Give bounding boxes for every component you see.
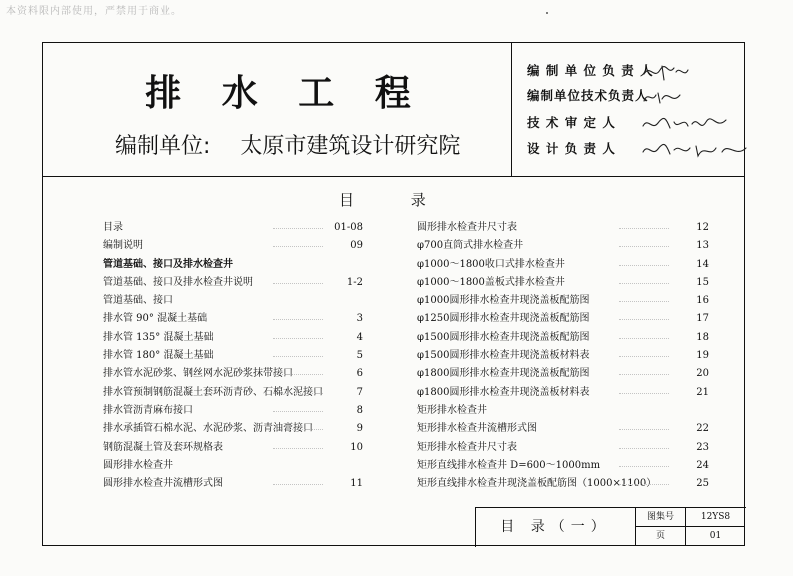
toc-entry — [417, 420, 709, 438]
toc-entry-title: 目录 — [103, 222, 123, 233]
toc-entry-title: φ1800圆形排水检查井现浇盖板材料表 — [417, 386, 590, 398]
toc-entry — [417, 384, 709, 402]
toc-entry-page: 6 — [356, 368, 363, 380]
toc-entry — [417, 347, 709, 365]
leader-dots — [273, 374, 323, 375]
toc-entry-page: 17 — [696, 313, 709, 325]
toc-entry-page: 9 — [356, 423, 363, 435]
toc-entry-page: 18 — [696, 331, 709, 343]
signature-1 — [640, 62, 690, 82]
toc-entry — [103, 292, 363, 310]
toc-entry-page: 11 — [350, 478, 363, 490]
toc-entry — [417, 292, 709, 310]
toc-entry — [103, 237, 363, 255]
toc-entry — [417, 457, 709, 475]
toc-entry-title: φ1250圆形排水检查井现浇盖板配筋图 — [417, 313, 590, 325]
watermark-text: 本资料限内部使用，严禁用于商业。 — [6, 6, 182, 17]
toc-entry — [103, 347, 363, 365]
toc-entry — [417, 256, 709, 274]
toc-entry-title: φ700直筒式排水检查井 — [417, 240, 524, 252]
leader-dots — [273, 283, 323, 284]
toc-entry-title: 矩形排水检查井尺寸表 — [417, 441, 517, 453]
leader-dots — [273, 246, 323, 247]
toc-entry-page: 01-08 — [334, 222, 363, 233]
main-title: 排 水 工 程 — [145, 73, 425, 114]
responsible-row — [527, 61, 690, 82]
signature-3 — [640, 114, 730, 134]
leader-dots — [619, 228, 669, 229]
toc-entry-page: 25 — [696, 478, 709, 490]
responsible-label: 编制单位技术负责人 — [527, 88, 649, 103]
toc-entry — [103, 329, 363, 347]
toc-entry-title: φ1000圆形排水检查井现浇盖板配筋图 — [417, 295, 590, 307]
scan-dot — [546, 12, 548, 14]
toc-entry-title: φ1800圆形排水检查井现浇盖板配筋图 — [417, 368, 590, 380]
toc-entry-page: 09 — [350, 240, 363, 252]
toc-entry-page: 4 — [356, 331, 363, 343]
toc-entry-title: 矩形直线排水检查井现浇盖板配筋图（1000×1100） — [417, 478, 657, 490]
toc-entry — [417, 274, 709, 292]
toc-entry-page: 16 — [696, 295, 709, 307]
toc-entry-page: 15 — [696, 276, 709, 288]
toc-entry — [103, 457, 363, 475]
toc-title: 目 录 — [339, 191, 452, 209]
toc-entry-page: 23 — [696, 441, 709, 453]
toc-entry-page: 19 — [696, 350, 709, 362]
toc-entry-page: 1-2 — [346, 276, 363, 288]
responsible-label: 设 计 负 责 人 — [527, 141, 616, 156]
page-label: 页 — [636, 527, 686, 546]
toc-entry-title: 排水管沥青麻布接口 — [103, 404, 193, 416]
leader-dots — [273, 338, 323, 339]
toc-entry-title: 排水承插管石棉水泥、水泥砂浆、沥青油膏接口 — [103, 423, 313, 435]
leader-dots — [273, 448, 323, 449]
responsible-row — [527, 139, 750, 160]
footer-title: 目 录（一） — [476, 508, 636, 546]
toc-entry-page: 22 — [696, 423, 709, 435]
toc-left-column — [103, 219, 363, 493]
signature-2 — [640, 87, 684, 107]
responsible-row — [527, 86, 684, 107]
leader-dots — [619, 448, 669, 449]
leader-dots — [619, 356, 669, 357]
toc-entry-title: 排水管预制钢筋混凝土套环沥青砂、石棉水泥接口 — [103, 386, 323, 398]
toc-entry — [417, 402, 709, 420]
leader-dots — [619, 393, 669, 394]
leader-dots — [619, 429, 669, 430]
toc-entry-page: 12 — [696, 222, 709, 233]
responsible-label: 编 制 单 位 负 责 人 — [527, 63, 654, 78]
toc-entry-title: 排水管 90° 混凝土基础 — [103, 313, 208, 325]
toc-entry — [103, 420, 363, 438]
toc-entry-title: φ1000～1800盖板式排水检查井 — [417, 276, 565, 288]
toc-entry — [417, 439, 709, 457]
leader-dots — [619, 246, 669, 247]
toc-entry-page: 21 — [696, 386, 709, 398]
toc-entry — [417, 475, 709, 493]
org-label: 编制单位: — [115, 134, 211, 159]
toc-entry-title: 圆形排水检查井尺寸表 — [417, 222, 517, 233]
atlas-number-label: 图集号 — [636, 508, 686, 527]
toc-entry-title: 圆形排水检查井流槽形式图 — [103, 478, 223, 490]
toc-entry-title: 管道基础、接口及排水检查井 — [103, 258, 233, 270]
title-divider — [511, 43, 512, 177]
toc-entry — [417, 219, 709, 237]
leader-dots — [619, 374, 669, 375]
toc-entry-page: 20 — [696, 368, 709, 380]
title-block — [43, 43, 744, 177]
toc-entry — [417, 329, 709, 347]
toc-entry — [103, 365, 363, 383]
toc-entry — [103, 402, 363, 420]
toc-entry-page: 8 — [356, 404, 363, 416]
responsible-label: 技 术 审 定 人 — [527, 115, 616, 130]
toc-entry — [417, 310, 709, 328]
signature-4 — [640, 140, 750, 160]
leader-dots — [619, 319, 669, 320]
toc-entry-page: 14 — [696, 258, 709, 270]
toc-entry-title: 钢筋混凝土管及套环规格表 — [103, 441, 223, 453]
toc-entry — [417, 365, 709, 383]
toc-entry-page: 13 — [696, 240, 709, 252]
toc-entry — [103, 274, 363, 292]
toc-entry-title: 排水管水泥砂浆、钢丝网水泥砂浆抹带接口 — [103, 368, 293, 380]
atlas-number-value: 12YS8 — [686, 508, 745, 527]
leader-dots — [273, 356, 323, 357]
leader-dots — [619, 301, 669, 302]
leader-dots — [619, 484, 669, 485]
toc-entry-title: 管道基础、接口及排水检查井说明 — [103, 276, 253, 288]
toc-entry-title: 圆形排水检查井 — [103, 459, 173, 471]
leader-dots — [619, 466, 669, 467]
leader-dots — [273, 429, 323, 430]
leader-dots — [273, 319, 323, 320]
toc-entry-page: 3 — [356, 313, 363, 325]
leader-dots — [273, 228, 323, 229]
toc-right-column — [417, 219, 709, 493]
toc-entry — [103, 439, 363, 457]
drawing-frame — [42, 42, 745, 546]
leader-dots — [619, 283, 669, 284]
toc-entry-title: 矩形排水检查井 — [417, 404, 487, 416]
toc-entry-title: 排水管 180° 混凝土基础 — [103, 350, 214, 362]
toc-entry-title: 管道基础、接口 — [103, 295, 173, 307]
footer-block — [475, 507, 746, 547]
toc-entry-page: 24 — [696, 459, 709, 471]
toc-entry-title: φ1500圆形排水检查井现浇盖板材料表 — [417, 350, 590, 362]
toc-entry-page: 5 — [356, 350, 363, 362]
page-value: 01 — [709, 531, 722, 541]
leader-dots — [619, 338, 669, 339]
toc-entry — [103, 310, 363, 328]
org-line — [115, 129, 460, 160]
toc-entry-page: 10 — [350, 441, 363, 453]
responsible-row — [527, 113, 730, 134]
toc-entry-title: φ1500圆形排水检查井现浇盖板配筋图 — [417, 331, 590, 343]
leader-dots — [273, 411, 323, 412]
toc-entry-page: 7 — [356, 386, 363, 398]
toc-entry — [103, 475, 363, 493]
toc-entry-title: 矩形直线排水检查井 D=600～1000mm — [417, 459, 601, 471]
toc-entry-title: φ1000～1800收口式排水检查井 — [417, 258, 565, 270]
toc-entry-title: 排水管 135° 混凝土基础 — [103, 331, 214, 343]
toc-entry — [103, 219, 363, 237]
leader-dots — [273, 484, 323, 485]
toc-entry-title: 矩形排水检查井流槽形式图 — [417, 423, 537, 435]
toc-entry — [103, 256, 363, 274]
leader-dots — [619, 265, 669, 266]
org-name: 太原市建筑设计研究院 — [240, 134, 461, 159]
leader-dots — [273, 393, 323, 394]
toc-entry — [103, 384, 363, 402]
toc-entry — [417, 237, 709, 255]
toc-entry-title: 编制说明 — [103, 240, 143, 252]
